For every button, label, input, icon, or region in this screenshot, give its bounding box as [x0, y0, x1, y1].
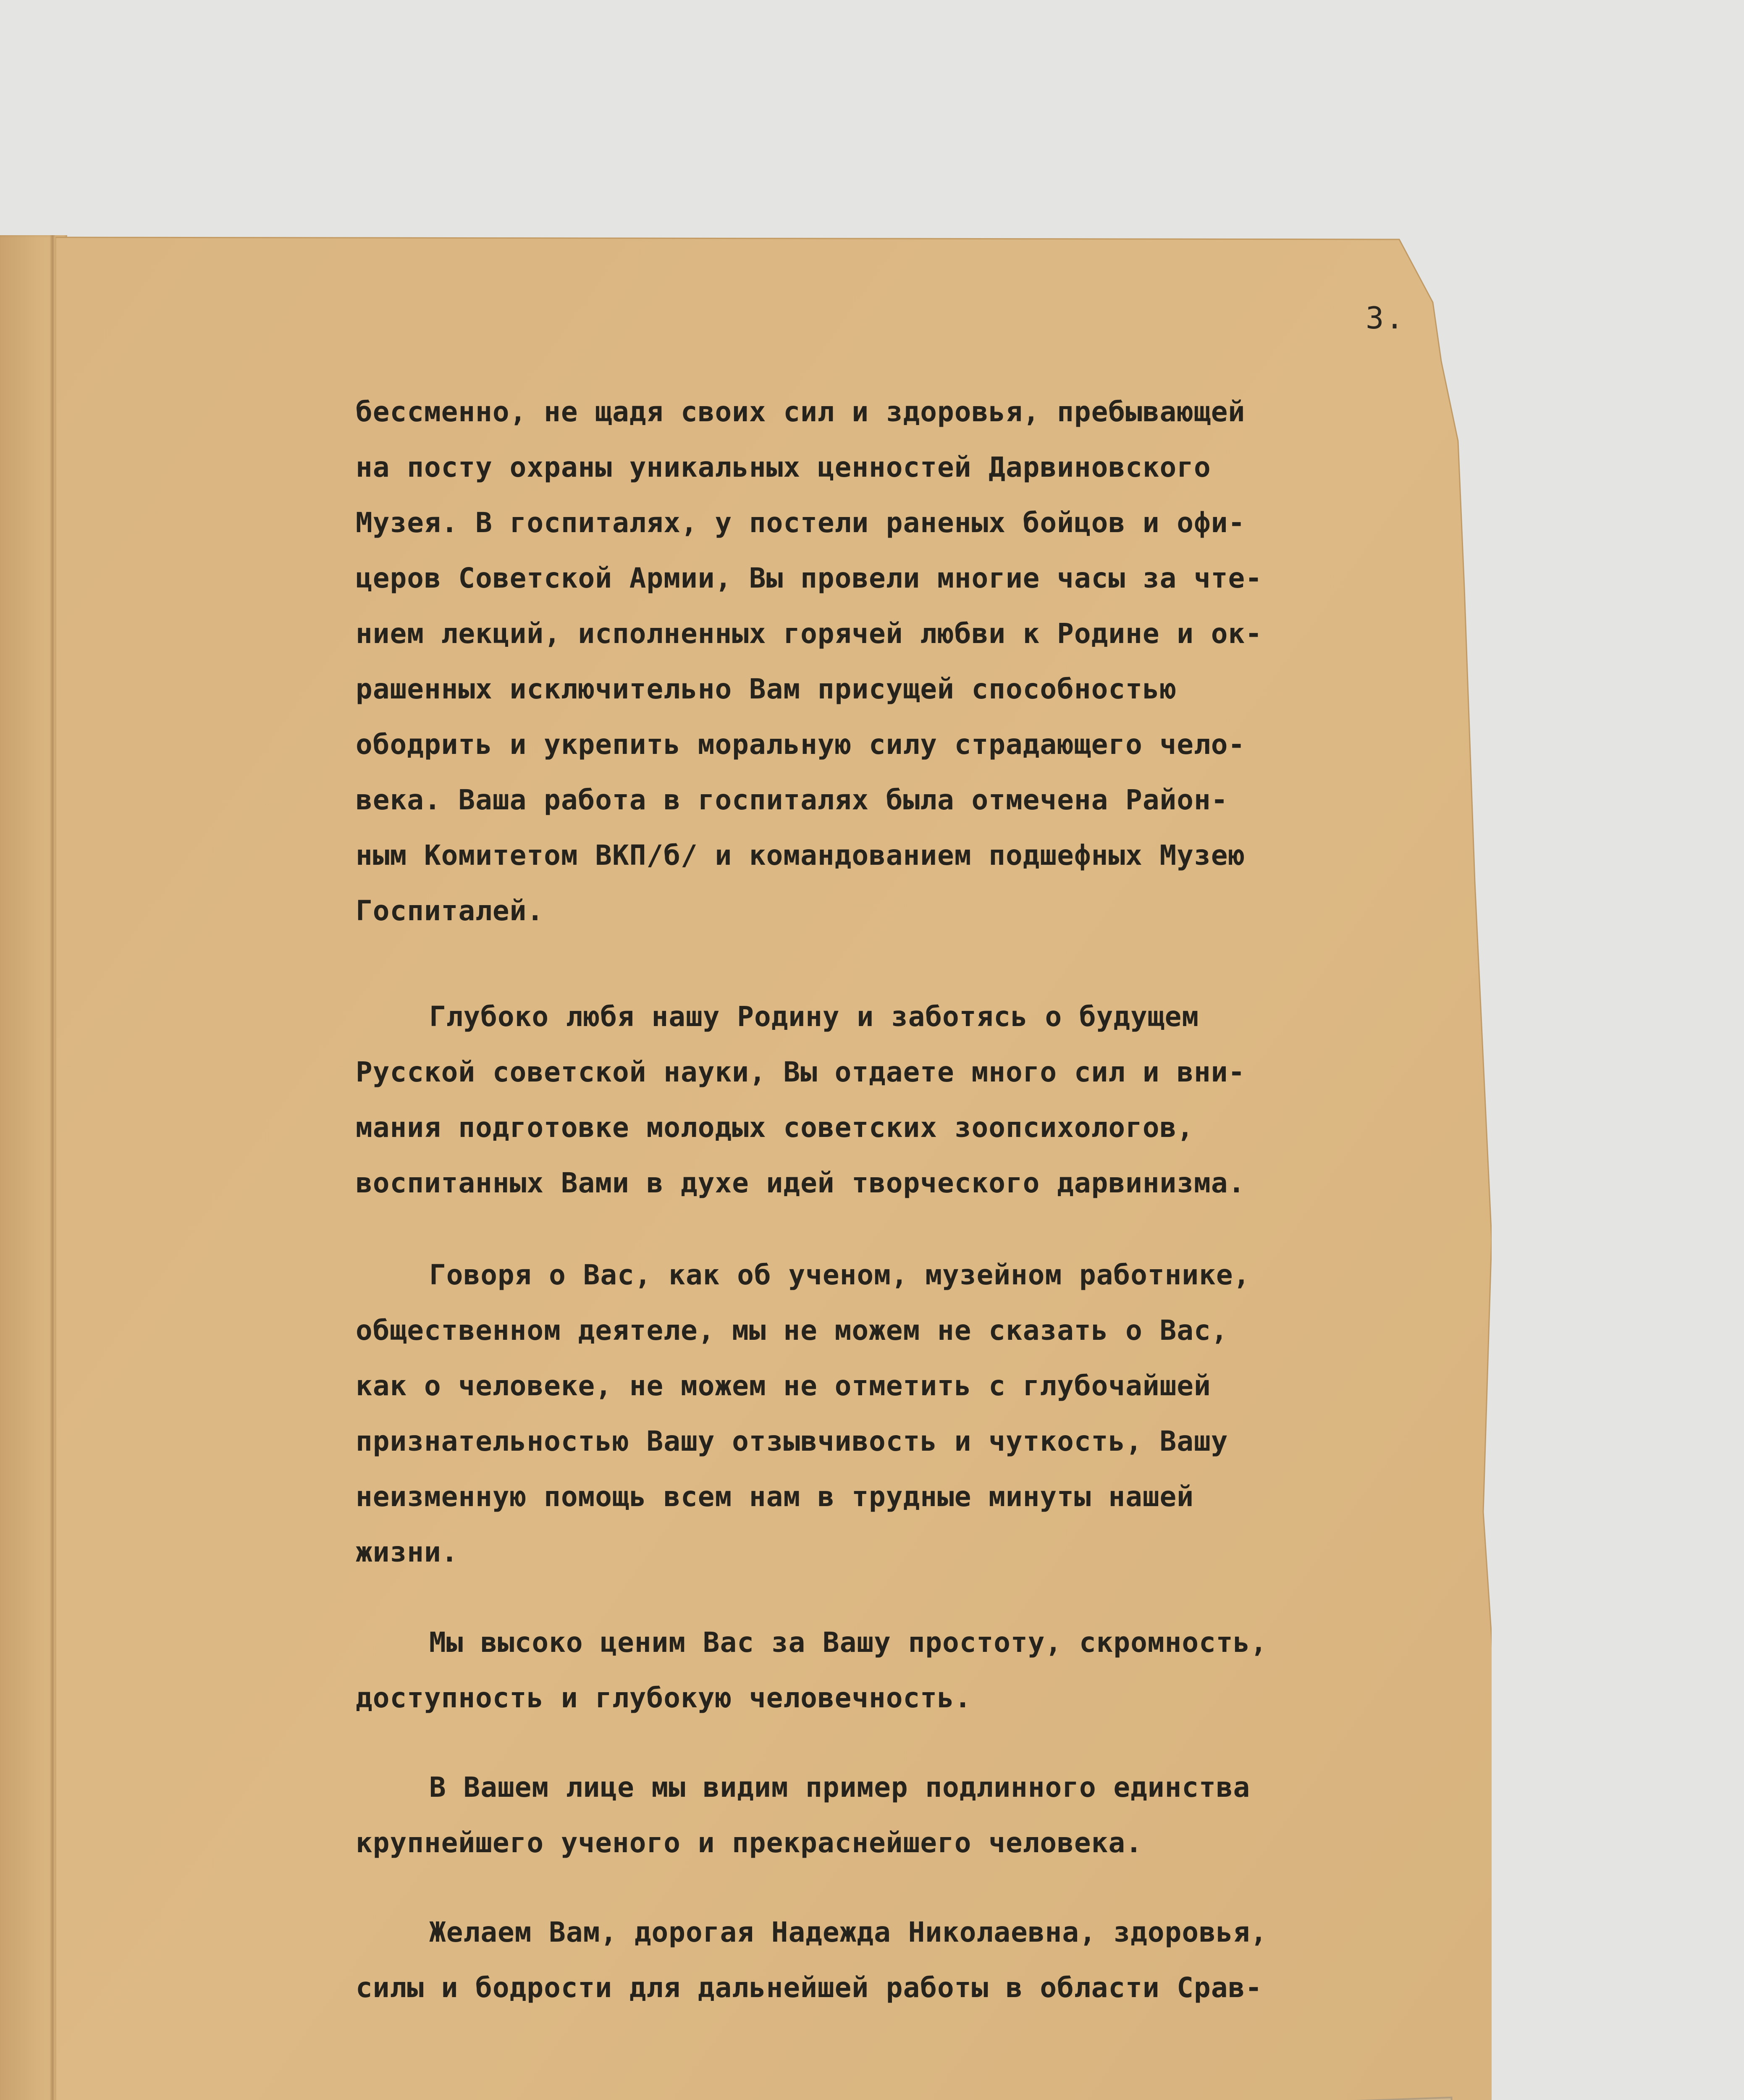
- text-line: Мы высоко ценим Вас за Вашу простоту, скромность,: [429, 1626, 1268, 1659]
- text-line: доступность и глубокую человечность.: [356, 1682, 972, 1714]
- text-line: Говоря о Вас, как об ученом, музейном работнике,: [429, 1259, 1251, 1291]
- text-line: церов Советской Армии, Вы провели многие часы за чте-: [356, 562, 1262, 594]
- text-line: рашенных исключительно Вам присущей способностью: [356, 673, 1177, 705]
- text-line: ным Комитетом ВКП/б/ и командованием подшефных Музею: [356, 839, 1246, 872]
- text-line: воспитанных Вами в духе идей творческого дарвинизма.: [356, 1167, 1246, 1199]
- text-line: жизни.: [356, 1536, 459, 1568]
- text-line: В Вашем лице мы видим пример подлинного единства: [429, 1771, 1251, 1803]
- text-line: Госпиталей.: [356, 895, 544, 927]
- text-line: Глубоко любя нашу Родину и заботясь о будущем: [429, 1000, 1199, 1033]
- text-line: Русской советской науки, Вы отдаете много сил и вни-: [356, 1056, 1246, 1088]
- text-line: на посту охраны уникальных ценностей Дарвиновского: [356, 451, 1211, 483]
- text-line: признательностью Вашу отзывчивость и чуткость, Вашу: [356, 1425, 1228, 1457]
- text-line: бессменно, не щадя своих сил и здоровья, пребывающей: [356, 396, 1246, 428]
- page-number: 3.: [1366, 300, 1406, 336]
- paragraph-6: [356, 1905, 1364, 2016]
- paragraph-4: [356, 1615, 1364, 1726]
- paragraph-1: [356, 384, 1364, 939]
- text-line: общественном деятеле, мы не можем не сказать о Вас,: [356, 1314, 1228, 1347]
- text-line: крупнейшего ученого и прекраснейшего человека.: [356, 1827, 1143, 1859]
- paragraph-2: [356, 989, 1364, 1211]
- page-fold-shadow: [50, 235, 55, 2100]
- text-line: века. Ваша работа в госпиталях была отмечена Район-: [356, 784, 1228, 816]
- paragraph-5: [356, 1760, 1364, 1871]
- paragraph-3: [356, 1247, 1364, 1580]
- text-line: нием лекций, исполненных горячей любви к Родине и ок-: [356, 617, 1262, 650]
- text-line: Желаем Вам, дорогая Надежда Николаевна, здоровья,: [429, 1916, 1268, 1948]
- document-sheet: [55, 0, 1744, 2100]
- text-line: ободрить и укрепить моральную силу страдающего чело-: [356, 728, 1246, 761]
- text-line: силы и бодрости для дальнейшей работы в области Срав-: [356, 1971, 1262, 2004]
- text-line: неизменную помощь всем нам в трудные минуты нашей: [356, 1480, 1194, 1513]
- text-line: как о человеке, не можем не отметить с глубочайшей: [356, 1370, 1211, 1402]
- text-line: мания подготовке молодых советских зоопсихологов,: [356, 1111, 1194, 1144]
- text-line: Музея. В госпиталях, у постели раненых бойцов и офи-: [356, 507, 1246, 539]
